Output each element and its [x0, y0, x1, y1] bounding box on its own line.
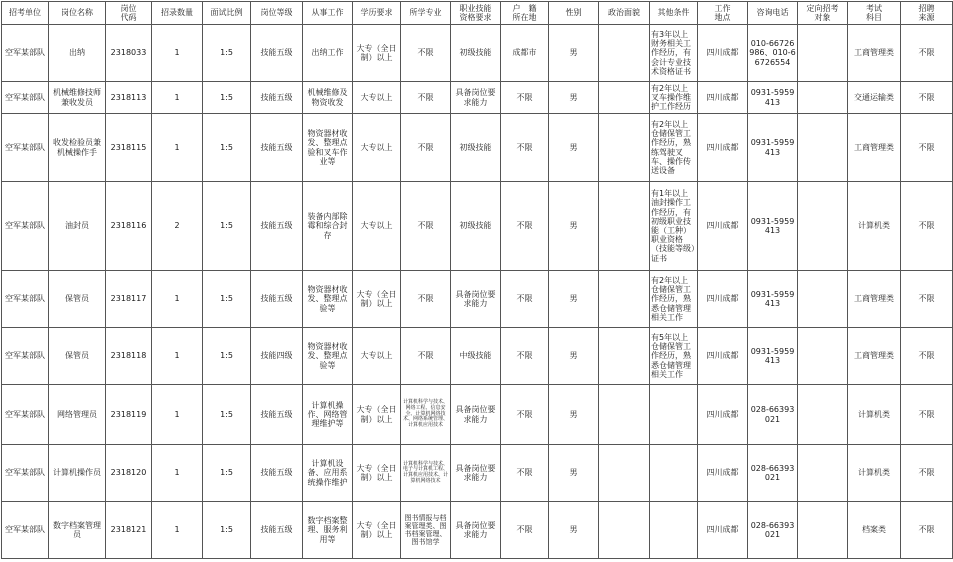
- cell-major: 不限: [401, 82, 451, 114]
- header-quota: 招录数量: [152, 2, 203, 25]
- cell-quota: 1: [152, 25, 203, 82]
- cell-quota: 2: [152, 182, 203, 271]
- cell-politics: [599, 445, 650, 502]
- cell-education: 大专以上: [353, 82, 401, 114]
- cell-position-name: 保管员: [49, 328, 106, 385]
- cell-other: [650, 445, 698, 502]
- cell-interview-ratio: 1:5: [203, 82, 251, 114]
- cell-work: 机械维修及物资收发: [303, 82, 353, 114]
- cell-phone: 010-66726986、010-66726554: [748, 25, 798, 82]
- cell-interview-ratio: 1:5: [203, 445, 251, 502]
- cell-source: 不限: [901, 82, 953, 114]
- cell-education: 大专（全日制）以上: [353, 445, 401, 502]
- cell-politics: [599, 25, 650, 82]
- cell-major: 不限: [401, 271, 451, 328]
- cell-position-name: 数字档案管理员: [49, 502, 106, 559]
- cell-gender: 男: [549, 82, 599, 114]
- cell-major: 计算机科学与技术、网络工程、信息安全、计算机网络技术、网络系统管理、计算机应用技术: [401, 385, 451, 445]
- cell-subject: 计算机类: [848, 385, 901, 445]
- cell-position-code: 2318033: [106, 25, 152, 82]
- cell-position-name: 保管员: [49, 271, 106, 328]
- cell-position-name: 油封员: [49, 182, 106, 271]
- cell-location: 四川成都: [698, 114, 748, 182]
- cell-phone: 028-66393021: [748, 502, 798, 559]
- cell-education: 大专（全日制）以上: [353, 385, 401, 445]
- cell-quota: 1: [152, 385, 203, 445]
- cell-gender: 男: [549, 445, 599, 502]
- cell-subject: 计算机类: [848, 445, 901, 502]
- cell-gender: 男: [549, 328, 599, 385]
- table-row: [2, 182, 953, 271]
- cell-phone: 028-66393021: [748, 385, 798, 445]
- cell-unit: 空军某部队: [2, 114, 49, 182]
- cell-work: 计算机设备、应用系统操作维护: [303, 445, 353, 502]
- cell-hukou: 不限: [501, 385, 549, 445]
- cell-location: 四川成都: [698, 502, 748, 559]
- header-subject: 考试 科目: [848, 2, 901, 25]
- cell-politics: [599, 82, 650, 114]
- cell-politics: [599, 385, 650, 445]
- cell-level: 技能五级: [251, 385, 303, 445]
- cell-unit: 空军某部队: [2, 182, 49, 271]
- cell-hukou: 不限: [501, 328, 549, 385]
- cell-other: [650, 502, 698, 559]
- cell-quota: 1: [152, 271, 203, 328]
- header-phone: 咨询电话: [748, 2, 798, 25]
- cell-position-name: 收发检验员兼机械操作手: [49, 114, 106, 182]
- cell-quota: 1: [152, 82, 203, 114]
- header-unit: 招考单位: [2, 2, 49, 25]
- cell-quota: 1: [152, 502, 203, 559]
- cell-position-code: 2318115: [106, 114, 152, 182]
- cell-location: 四川成都: [698, 328, 748, 385]
- cell-source: 不限: [901, 271, 953, 328]
- cell-work: 物资器材收发、整理点验等: [303, 328, 353, 385]
- header-politics: 政治面貌: [599, 2, 650, 25]
- cell-level: 技能五级: [251, 271, 303, 328]
- header-position-name: 岗位名称: [49, 2, 106, 25]
- cell-unit: 空军某部队: [2, 271, 49, 328]
- cell-position-name: 计算机操作员: [49, 445, 106, 502]
- table-row: [2, 82, 953, 114]
- cell-phone: 0931-5959413: [748, 114, 798, 182]
- cell-work: 出纳工作: [303, 25, 353, 82]
- cell-phone: 0931-5959413: [748, 182, 798, 271]
- cell-target: [798, 182, 848, 271]
- cell-target: [798, 82, 848, 114]
- header-source: 招聘 来源: [901, 2, 953, 25]
- cell-subject: 工商管理类: [848, 114, 901, 182]
- cell-major: 不限: [401, 328, 451, 385]
- cell-position-code: 2318118: [106, 328, 152, 385]
- cell-level: 技能五级: [251, 502, 303, 559]
- cell-location: 四川成都: [698, 182, 748, 271]
- table-row: [2, 385, 953, 445]
- cell-skill: 初级技能: [451, 25, 501, 82]
- header-other: 其他条件: [650, 2, 698, 25]
- cell-work: 装备内部除霉和综合封存: [303, 182, 353, 271]
- header-major: 所学专业: [401, 2, 451, 25]
- cell-location: 四川成都: [698, 385, 748, 445]
- cell-location: 四川成都: [698, 25, 748, 82]
- cell-politics: [599, 114, 650, 182]
- cell-target: [798, 114, 848, 182]
- header-location: 工作 地点: [698, 2, 748, 25]
- cell-phone: 0931-5959413: [748, 328, 798, 385]
- header-work: 从事工作: [303, 2, 353, 25]
- cell-source: 不限: [901, 182, 953, 271]
- cell-target: [798, 328, 848, 385]
- cell-other: 有3年以上财务相关工作经历，有会计专业技术资格证书: [650, 25, 698, 82]
- cell-unit: 空军某部队: [2, 328, 49, 385]
- cell-skill: 初级技能: [451, 182, 501, 271]
- cell-position-code: 2318119: [106, 385, 152, 445]
- cell-other: 有2年以上仓储保管工作经历，熟练驾驶叉车、操作传送设备: [650, 114, 698, 182]
- cell-gender: 男: [549, 271, 599, 328]
- cell-target: [798, 385, 848, 445]
- cell-position-code: 2318116: [106, 182, 152, 271]
- cell-level: 技能五级: [251, 25, 303, 82]
- recruitment-table: [1, 1, 953, 559]
- cell-source: 不限: [901, 445, 953, 502]
- cell-hukou: 不限: [501, 182, 549, 271]
- cell-hukou: 不限: [501, 502, 549, 559]
- cell-hukou: 不限: [501, 114, 549, 182]
- cell-subject: 档案类: [848, 502, 901, 559]
- cell-skill: 具备岗位要求能力: [451, 82, 501, 114]
- cell-position-code: 2318120: [106, 445, 152, 502]
- cell-skill: 具备岗位要求能力: [451, 445, 501, 502]
- cell-source: 不限: [901, 114, 953, 182]
- cell-source: 不限: [901, 502, 953, 559]
- cell-subject: 交通运输类: [848, 82, 901, 114]
- cell-major: 图书情报与档案管理类、图书档案管理、图书馆学: [401, 502, 451, 559]
- cell-hukou: 不限: [501, 271, 549, 328]
- cell-major: 不限: [401, 25, 451, 82]
- header-position-code: 岗位 代码: [106, 2, 152, 25]
- header-skill: 职业技能 资格要求: [451, 2, 501, 25]
- header-gender: 性别: [549, 2, 599, 25]
- cell-politics: [599, 328, 650, 385]
- cell-interview-ratio: 1:5: [203, 271, 251, 328]
- cell-hukou: 不限: [501, 82, 549, 114]
- table-row: [2, 271, 953, 328]
- cell-target: [798, 445, 848, 502]
- cell-quota: 1: [152, 445, 203, 502]
- cell-education: 大专（全日制）以上: [353, 502, 401, 559]
- cell-source: 不限: [901, 328, 953, 385]
- cell-interview-ratio: 1:5: [203, 328, 251, 385]
- cell-level: 技能五级: [251, 82, 303, 114]
- cell-other: 有1年以上油封操作工作经历，有初级职业技能（工种）职业资格（技能等级）证书: [650, 182, 698, 271]
- cell-education: 大专以上: [353, 114, 401, 182]
- table-body: [2, 25, 953, 559]
- cell-subject: 工商管理类: [848, 25, 901, 82]
- cell-skill: 中级技能: [451, 328, 501, 385]
- cell-work: 物资器材收发、整理点验等: [303, 271, 353, 328]
- cell-level: 技能五级: [251, 445, 303, 502]
- cell-position-name: 机械维修技师兼收发员: [49, 82, 106, 114]
- cell-quota: 1: [152, 328, 203, 385]
- cell-location: 四川成都: [698, 82, 748, 114]
- cell-gender: 男: [549, 182, 599, 271]
- cell-work: 计算机操作、网络管理维护等: [303, 385, 353, 445]
- cell-education: 大专（全日制）以上: [353, 271, 401, 328]
- cell-politics: [599, 271, 650, 328]
- cell-education: 大专（全日制）以上: [353, 25, 401, 82]
- cell-interview-ratio: 1:5: [203, 502, 251, 559]
- cell-education: 大专以上: [353, 182, 401, 271]
- cell-skill: 初级技能: [451, 114, 501, 182]
- cell-work: 数字档案整理、服务利用等: [303, 502, 353, 559]
- cell-location: 四川成都: [698, 271, 748, 328]
- cell-subject: 工商管理类: [848, 271, 901, 328]
- cell-skill: 具备岗位要求能力: [451, 502, 501, 559]
- cell-interview-ratio: 1:5: [203, 114, 251, 182]
- cell-position-code: 2318113: [106, 82, 152, 114]
- cell-location: 四川成都: [698, 445, 748, 502]
- cell-subject: 工商管理类: [848, 328, 901, 385]
- cell-interview-ratio: 1:5: [203, 182, 251, 271]
- cell-unit: 空军某部队: [2, 502, 49, 559]
- cell-target: [798, 25, 848, 82]
- table-row: [2, 114, 953, 182]
- cell-gender: 男: [549, 25, 599, 82]
- cell-phone: 028-66393021: [748, 445, 798, 502]
- cell-interview-ratio: 1:5: [203, 385, 251, 445]
- cell-major: 不限: [401, 114, 451, 182]
- cell-politics: [599, 502, 650, 559]
- header-row: [2, 2, 953, 25]
- cell-politics: [599, 182, 650, 271]
- cell-gender: 男: [549, 502, 599, 559]
- table-row: [2, 445, 953, 502]
- cell-other: [650, 385, 698, 445]
- cell-level: 技能五级: [251, 182, 303, 271]
- cell-position-name: 网络管理员: [49, 385, 106, 445]
- cell-hukou: 不限: [501, 445, 549, 502]
- cell-position-code: 2318117: [106, 271, 152, 328]
- cell-target: [798, 271, 848, 328]
- cell-unit: 空军某部队: [2, 25, 49, 82]
- cell-interview-ratio: 1:5: [203, 25, 251, 82]
- cell-level: 技能四级: [251, 328, 303, 385]
- cell-unit: 空军某部队: [2, 385, 49, 445]
- cell-major: 计算机科学与技术、电子与计算机工程、计算机应用技术、计算机网络技术: [401, 445, 451, 502]
- cell-source: 不限: [901, 25, 953, 82]
- cell-major: 不限: [401, 182, 451, 271]
- cell-unit: 空军某部队: [2, 82, 49, 114]
- table-row: [2, 502, 953, 559]
- cell-other: 有5年以上仓储保管工作经历，熟悉仓储管理相关工作: [650, 328, 698, 385]
- header-hukou: 户 籍 所在地: [501, 2, 549, 25]
- cell-phone: 0931-5959413: [748, 82, 798, 114]
- cell-position-code: 2318121: [106, 502, 152, 559]
- cell-quota: 1: [152, 114, 203, 182]
- cell-skill: 具备岗位要求能力: [451, 385, 501, 445]
- cell-gender: 男: [549, 385, 599, 445]
- cell-skill: 具备岗位要求能力: [451, 271, 501, 328]
- table-row: [2, 25, 953, 82]
- cell-other: 有2年以上叉车操作维护工作经历: [650, 82, 698, 114]
- header-interview-ratio: 面试比例: [203, 2, 251, 25]
- cell-position-name: 出纳: [49, 25, 106, 82]
- header-education: 学历要求: [353, 2, 401, 25]
- cell-unit: 空军某部队: [2, 445, 49, 502]
- cell-target: [798, 502, 848, 559]
- header-target: 定向招考 对象: [798, 2, 848, 25]
- cell-hukou: 成都市: [501, 25, 549, 82]
- cell-other: 有2年以上仓储保管工作经历，熟悉仓储管理相关工作: [650, 271, 698, 328]
- header-level: 岗位等级: [251, 2, 303, 25]
- table-row: [2, 328, 953, 385]
- cell-source: 不限: [901, 385, 953, 445]
- cell-gender: 男: [549, 114, 599, 182]
- cell-work: 物资器材收发、整理点验和叉车作业等: [303, 114, 353, 182]
- cell-subject: 计算机类: [848, 182, 901, 271]
- cell-level: 技能五级: [251, 114, 303, 182]
- cell-education: 大专以上: [353, 328, 401, 385]
- cell-phone: 0931-5959413: [748, 271, 798, 328]
